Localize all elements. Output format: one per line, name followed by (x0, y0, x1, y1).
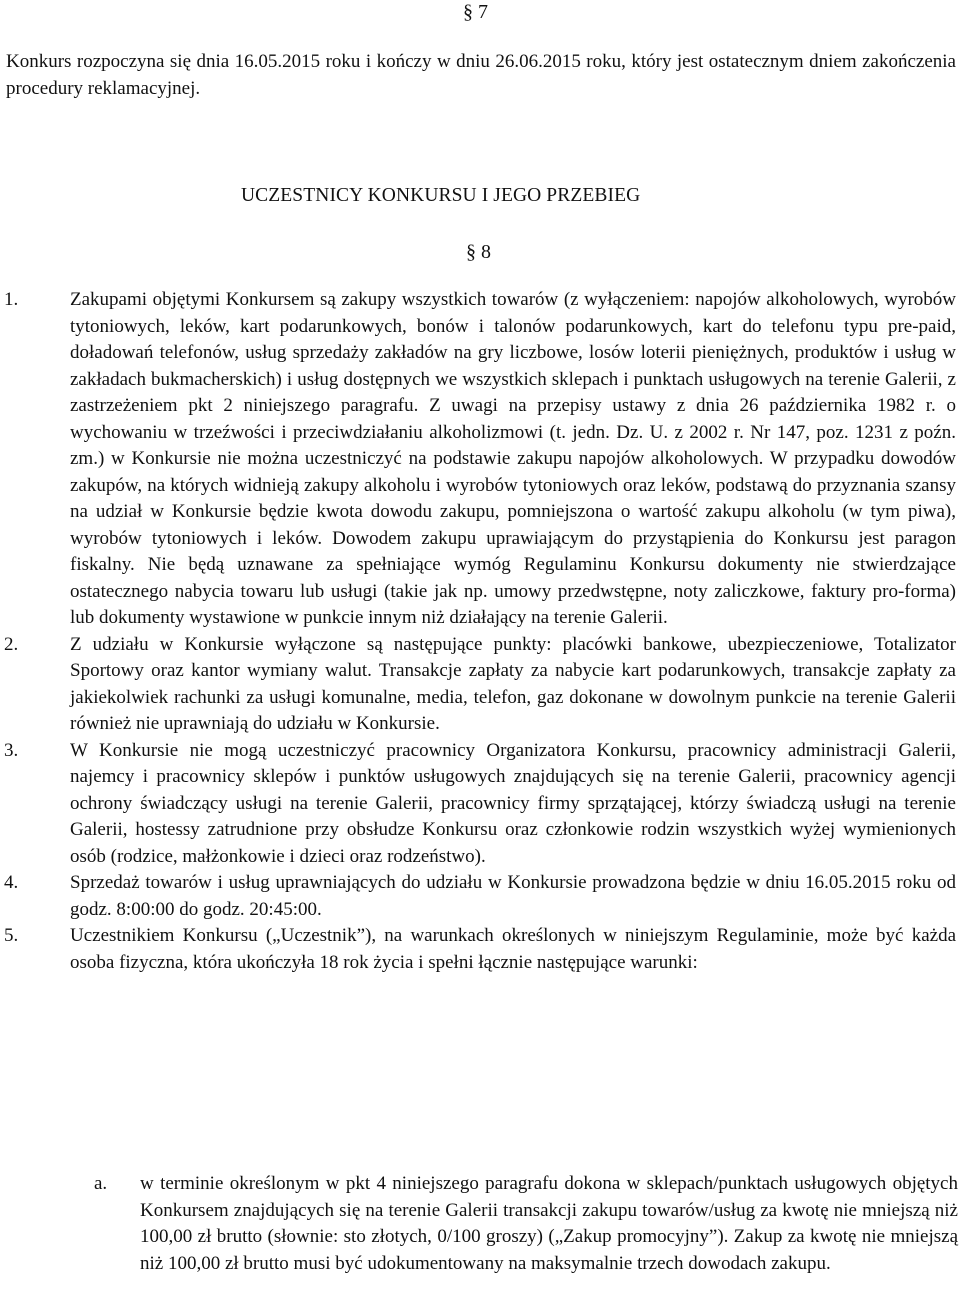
list-item-text: W Konkursie nie mogą uczestniczyć pracownicy Organizatora Konkursu, pracownicy administracji Galerii, najemcy i pracownicy sklepów i punktów usługowych znajdujących się na terenie Galerii, pracownicy agencji ochrony świadczący usługi na terenie Galerii, pracownicy firmy sprzątającej, którzy świadczą usługi na terenie Galerii, hostessy zatrudnione przy obsłudze Konkursu oraz członkowie rodzin wszystkich wyżej wymienionych osób (rodzice, małżonkowie i dzieci oraz rodzeństwo). (70, 739, 956, 867)
list-item-text: Sprzedaż towarów i usług uprawniających do udziału w Konkursie prowadzona będzie w dniu 16.05.2015 roku od godz. 8:00:00 do godz. 20:45:00. (70, 872, 956, 920)
list-item-2 (0, 632, 956, 738)
numbered-list (0, 287, 960, 976)
list-item-text: Uczestnikiem Konkursu („Uczestnik”), na warunkach określonych w niniejszym Regulaminie, może być każda osoba fizyczna, która ukończyła 18 rok życia i spełni łącznie następujące warunki: (70, 925, 956, 973)
list-item-3 (0, 738, 956, 871)
intro-paragraph: Konkurs rozpoczyna się dnia 16.05.2015 roku i kończy w dniu 26.06.2015 roku, który jest ostatecznym dniem zakończenia procedury reklamacyjnej. (6, 51, 956, 99)
list-item-number: 3. (4, 739, 19, 761)
list-item-number: 1. (4, 289, 19, 310)
list-item-4 (0, 870, 956, 923)
sub-list-item-a (0, 1171, 958, 1277)
sub-list-item-letter: a. (94, 1173, 108, 1194)
list-item-5 (0, 923, 956, 976)
section-8-mark: § 8 (466, 241, 491, 263)
list-item-number: 2. (4, 633, 19, 655)
sub-list-item-text: w terminie określonym w pkt 4 niniejszego paragrafu dokona w sklepach/punktach usługowych objętych Konkursem znajdujących się na terenie Galerii transakcji zakupu towarów/usług za kwotę nie mniejszą niż 100,00 zł brutto (słownie: sto złotych, 0/100 groszy) („Zakup promocyjny”). Zakup za kwotę nie mniejszą niż 100,00 zł brutto musi być udokumentowany na maksymalnie trzech dowodach zakupu. (140, 1173, 958, 1274)
list-item-1 (0, 287, 956, 632)
list-item-number: 4. (4, 872, 19, 893)
section-heading: UCZESTNICY KONKURSU I JEGO PRZEBIEG (241, 185, 641, 206)
section-7-mark: § 7 (463, 1, 488, 23)
sub-list (0, 1171, 960, 1277)
list-item-text: Zakupami objętymi Konkursem są zakupy wszystkich towarów (z wyłączeniem: napojów alkoholowych, wyrobów tytoniowych, leków, kart podarunkowych, bonów i talonów podarunkowych, kart do telefonu typu pre-paid, doładowań telefonów, usług sprzedaży zakładów na gry liczbowe, losów loterii pieniężnych, produktów i usług w zakładach bukmacherskich) i usług dostępnych we wszystkich sklepach i punktach usługowych na terenie Galerii, z zastrzeżeniem pkt 2 niniejszego paragrafu. Z uwagi na przepisy ustawy z dnia 26 października 1982 r. o wychowaniu w trzeźwości i przeciwdziałaniu alkoholizmowi (t. jedn. Dz. U. z 2002 r. Nr 147, poz. 1231 z poźn. zm.) w Konkursie nie można uczestniczyć na podstawie zakupu napojów alkoholowych. W przypadku dowodów zakupów, na których widnieją zakupy alkoholu i wyrobów tytoniowych oraz leków, podstawą do przyznania szansy na udział w Konkursie będzie kwota dowodu zakupu, pomniejszona o wartość zakupu alkoholu (w tym piwa), wyrobów tytoniowych i leków. Dowodem zakupu uprawiającym do przystąpienia do Konkursu jest paragon fiskalny. Nie będą uznawane za spełniające wymóg Regulaminu Konkursu dokumenty nie stwierdzające ostatecznego nabycia towaru lub usługi (takie jak np. umowy przedwstępne, noty zaliczkowe, faktury pro-forma) lub dokumenty wystawione w punkcie innym niż działający na terenie Galerii. (70, 289, 956, 628)
list-item-number: 5. (4, 925, 19, 946)
list-item-text: Z udziału w Konkursie wyłączone są następujące punkty: placówki bankowe, ubezpieczeniowe, Totalizator Sportowy oraz kantor wymiany walut. Transakcje zapłaty za nabycie kart podarunkowych, transakcje zapłaty za jakiekolwiek rachunki za usługi komunalne, media, telefon, gaz dokonane w dowolnym punkcie na terenie Galerii również nie uprawniają do udziału w Konkursie. (70, 633, 956, 734)
